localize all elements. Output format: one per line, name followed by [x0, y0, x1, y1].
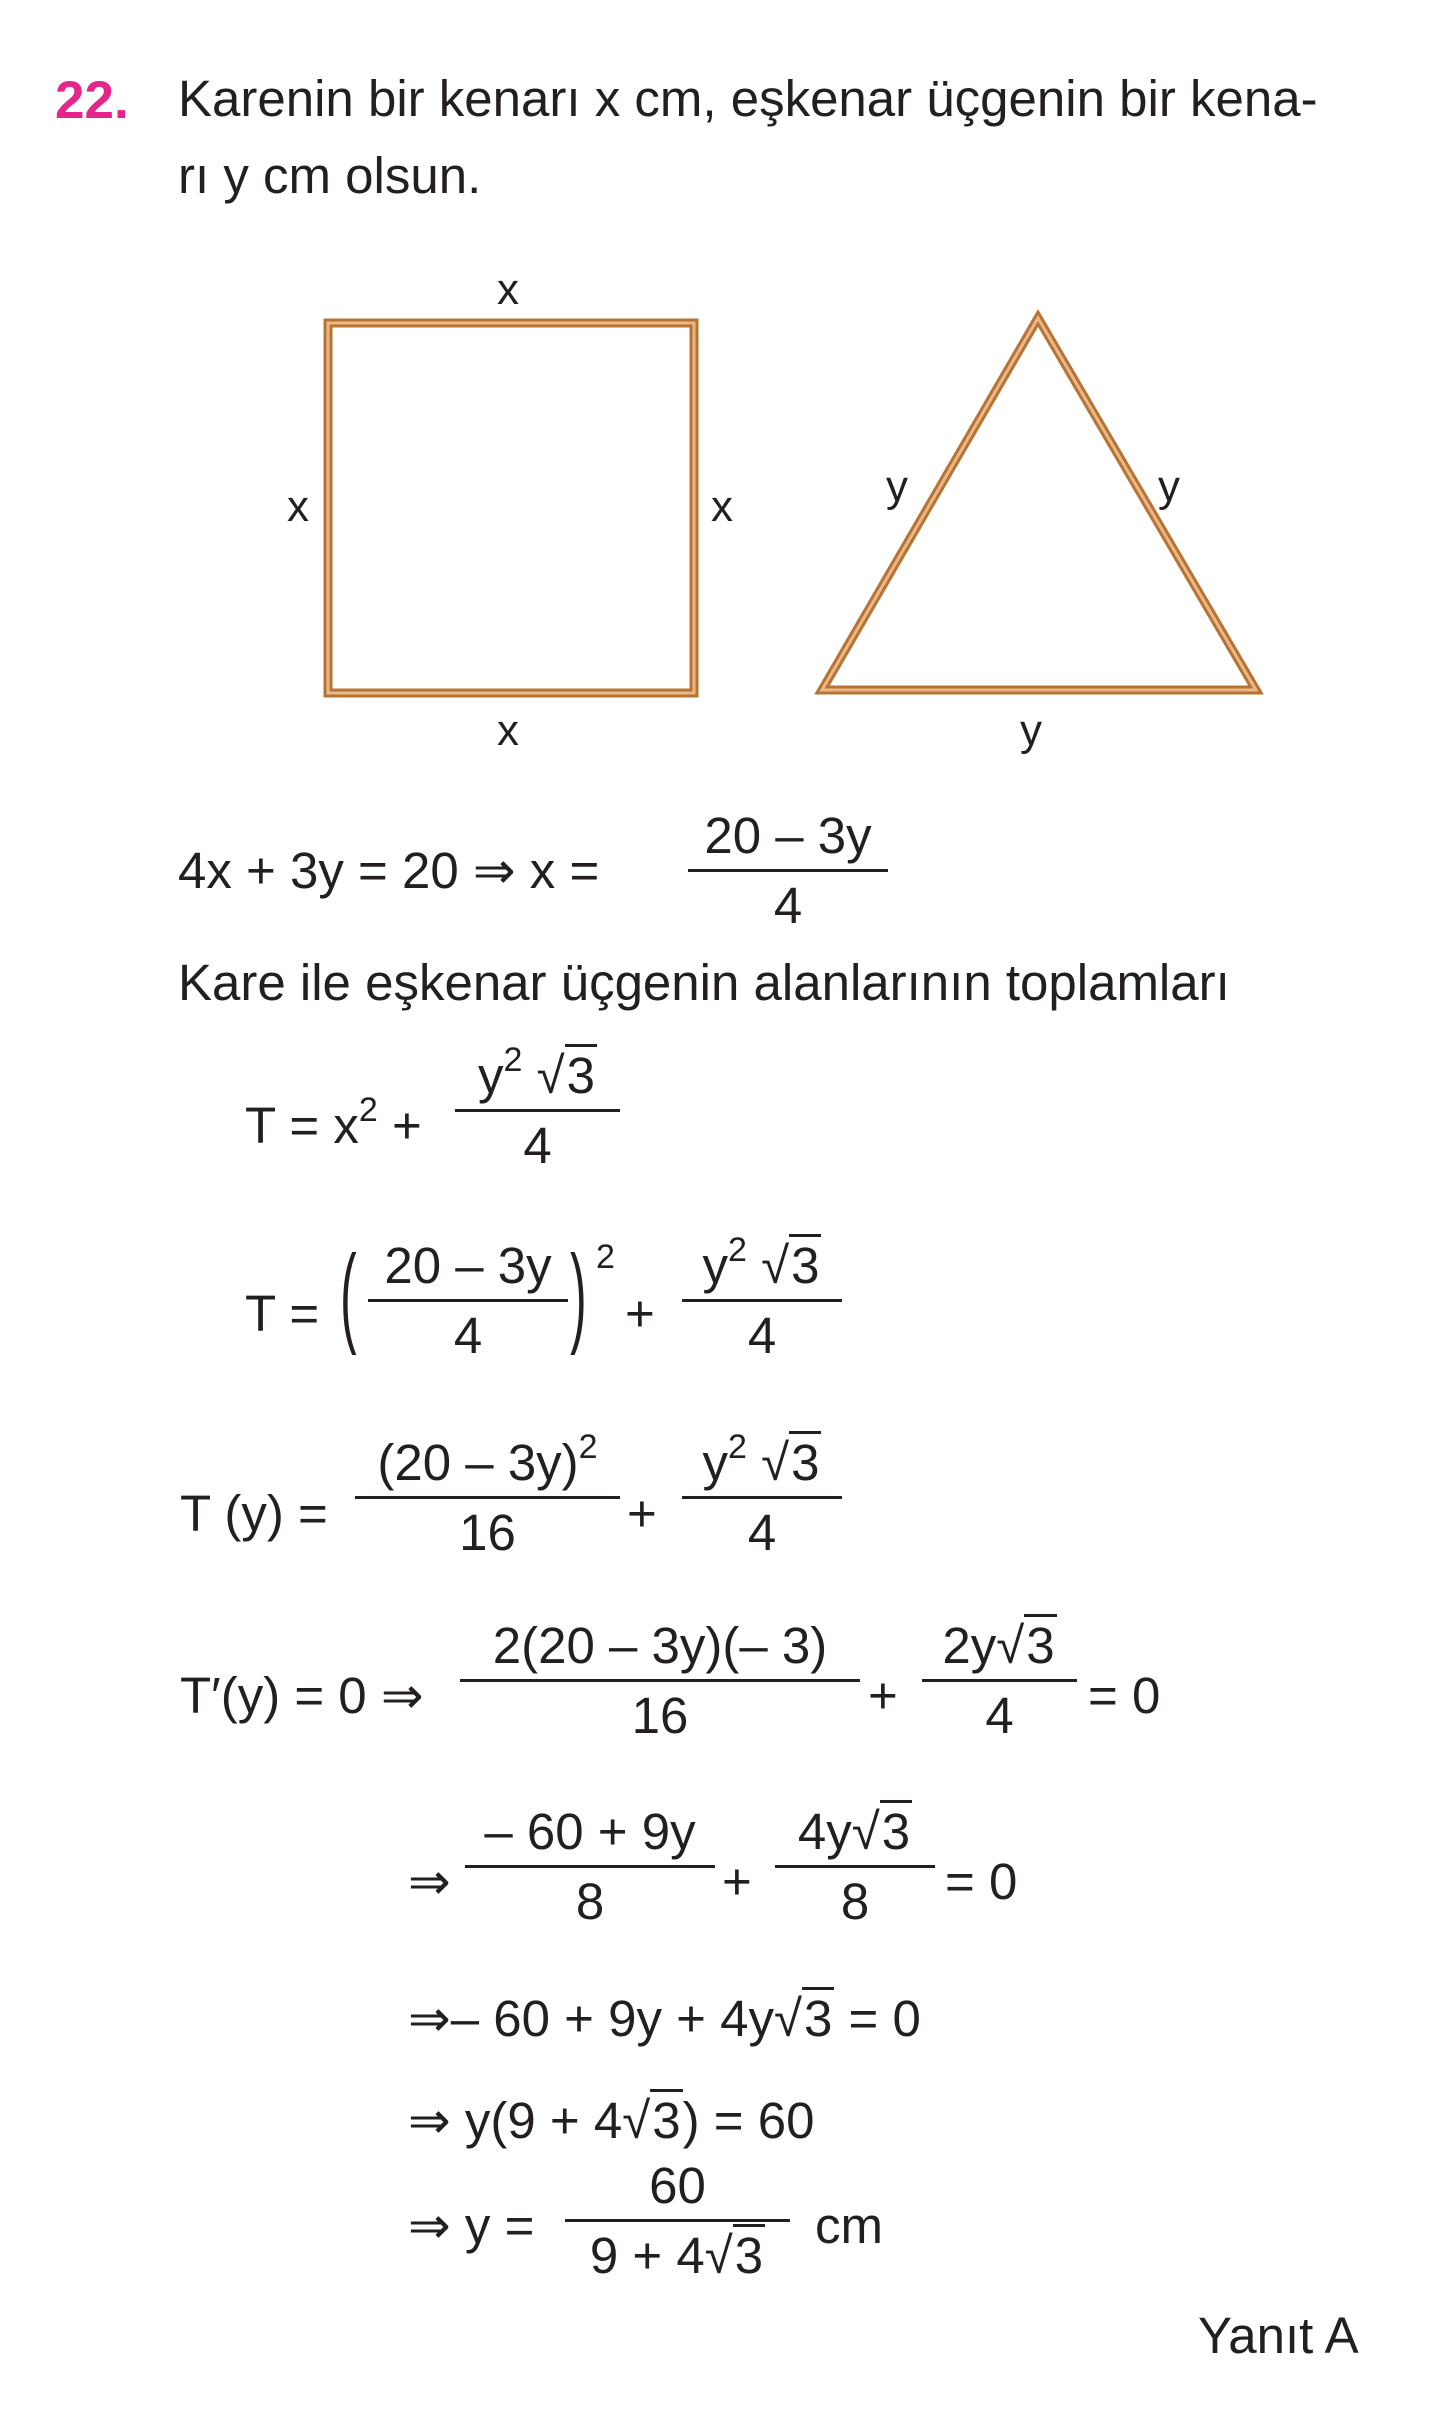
eq5-plus: + [868, 1667, 898, 1724]
eq2-lhs: $T = x^2$ + [245, 1091, 422, 1154]
eq9-unit: cm [815, 2197, 883, 2254]
eq5-fraction-2: 2y√3 4 [922, 1620, 1077, 1741]
eq1-fraction [688, 807, 888, 934]
triangle-label-bottom: y [1020, 706, 1042, 755]
question-number: 22. [55, 71, 129, 130]
square-label-left: x [287, 482, 309, 531]
answer-label: Yanıt A [1198, 2307, 1359, 2364]
eq8-line: ⇒ y(9 + 4√3) = 60 [408, 2095, 814, 2146]
eq9-lhs: ⇒ y = [408, 2197, 535, 2254]
eq4-lhs: T (y) = [180, 1485, 328, 1542]
eq6-fraction: – 60 + 9y 8 [465, 1806, 715, 1927]
eq4-plus: + [627, 1485, 657, 1542]
square-label-top: x [497, 265, 519, 314]
eq5-fraction: 2(20 – 3y)(– 3) 16 [460, 1620, 860, 1741]
question-text-line-1: Karenin bir kenarı x cm, eşkenar üçgenin bir kena- [178, 70, 1318, 127]
eq3-left-paren: ( [340, 1233, 357, 1356]
eq5-lhs: T′(y) = 0 ⇒ [180, 1667, 424, 1724]
eq5-rhs: = 0 [1088, 1667, 1161, 1724]
eq1-denominator: 4 [773, 877, 803, 934]
eq4-fraction-2: $y^2$ √3 4 [682, 1437, 842, 1558]
eq1-lhs: 4x + 3y = 20 ⇒ x = [178, 842, 600, 899]
square-label-bottom: x [497, 706, 519, 755]
eq3-exponent: 2 [596, 1238, 615, 1276]
eq6-fraction-2: 4y√3 8 [775, 1806, 935, 1927]
eq3-fraction: 20 – 3y 4 [368, 1240, 568, 1361]
square-figure [328, 323, 694, 693]
eq9-fraction: 60 9 + 4√3 [565, 2160, 790, 2281]
eq6-plus: + [722, 1853, 752, 1910]
eq6-rhs: = 0 [945, 1853, 1018, 1910]
eq3-fraction-2: $y^2$ √3 4 [682, 1240, 842, 1361]
eq2-fraction: $y^2$ √3 4 [455, 1050, 620, 1171]
question-text-line-2: rı y cm olsun. [178, 147, 482, 204]
eq1-numerator: 20 – 3y [704, 807, 872, 864]
triangle-label-right: y [1158, 462, 1180, 511]
eq4-fraction: (20 – 3y)$^2$ 16 [355, 1437, 620, 1558]
eq3-right-paren: ) [570, 1233, 587, 1356]
square-label-right: x [711, 482, 733, 531]
triangle-label-left: y [886, 462, 908, 511]
eq3-lhs: T = [245, 1285, 320, 1342]
eq7-line: ⇒– 60 + 9y + 4y√3 = 0 [408, 1993, 921, 2044]
eq3-plus: + [625, 1285, 655, 1342]
eq6-lhs: ⇒ [408, 1853, 451, 1910]
figure-shapes [260, 260, 1280, 760]
sentence-text: Kare ile eşkenar üçgenin alanlarının toplamları [178, 954, 1230, 1011]
